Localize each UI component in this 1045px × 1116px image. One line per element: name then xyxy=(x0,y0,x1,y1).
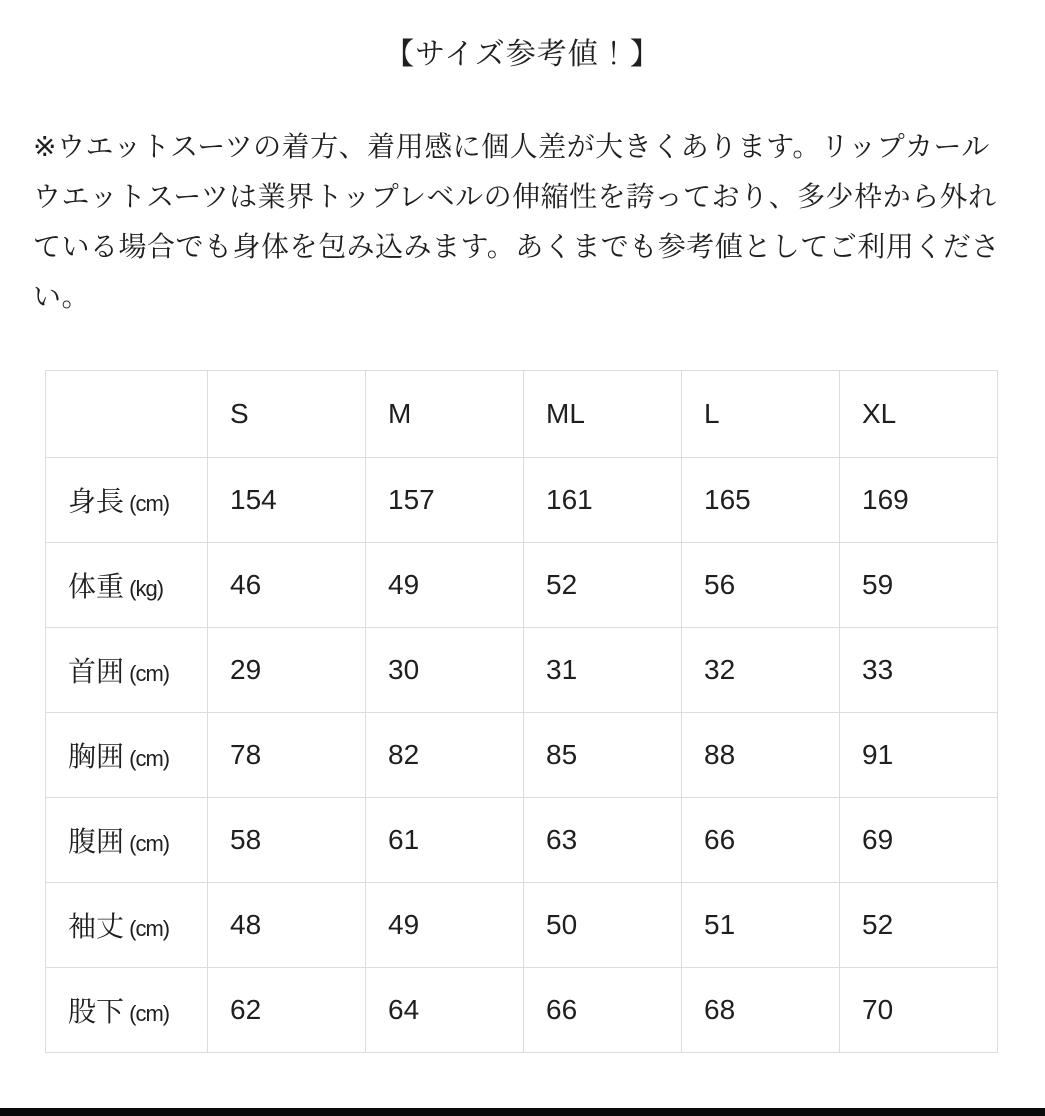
row-label xyxy=(46,798,208,883)
page-title: 【サイズ参考値！】 xyxy=(384,38,661,71)
row-unit: (cm) xyxy=(124,491,170,516)
row-unit: (cm) xyxy=(124,916,170,941)
cell-value: 66 xyxy=(524,968,682,1053)
table-row xyxy=(46,628,998,713)
table-row xyxy=(46,798,998,883)
table-row xyxy=(46,883,998,968)
bottom-bar xyxy=(0,1108,1045,1116)
table-row xyxy=(46,713,998,798)
cell-value: 30 xyxy=(366,628,524,713)
row-label xyxy=(46,968,208,1053)
row-label xyxy=(46,883,208,968)
col-header-l: L xyxy=(682,371,840,458)
cell-value: 64 xyxy=(366,968,524,1053)
cell-value: 154 xyxy=(208,458,366,543)
cell-value: 69 xyxy=(840,798,998,883)
size-table-header-row xyxy=(46,371,998,458)
row-unit: (cm) xyxy=(124,1001,170,1026)
col-header-xl: XL xyxy=(840,371,998,458)
cell-value: 82 xyxy=(366,713,524,798)
size-note: ※ウエットスーツの着方、着用感に個人差が大きくあります。リップカールウエットスーツは業界トップレベルの伸縮性を誇っており、多少枠から外れている場合でも身体を包み込みます。あくまでも参考値としてご利用ください。 xyxy=(33,131,1000,312)
table-row xyxy=(46,458,998,543)
col-header-ml: ML xyxy=(524,371,682,458)
row-label-text: 袖丈 xyxy=(68,911,125,942)
size-table xyxy=(45,370,998,1053)
cell-value: 91 xyxy=(840,713,998,798)
cell-value: 169 xyxy=(840,458,998,543)
row-label xyxy=(46,543,208,628)
row-unit: (kg) xyxy=(124,576,164,601)
cell-value: 85 xyxy=(524,713,682,798)
cell-value: 52 xyxy=(840,883,998,968)
cell-value: 161 xyxy=(524,458,682,543)
cell-value: 58 xyxy=(208,798,366,883)
cell-value: 68 xyxy=(682,968,840,1053)
table-row xyxy=(46,968,998,1053)
cell-value: 78 xyxy=(208,713,366,798)
row-label-text: 身長 xyxy=(68,486,125,517)
cell-value: 49 xyxy=(366,883,524,968)
row-label-text: 体重 xyxy=(68,571,125,602)
row-unit: (cm) xyxy=(124,661,170,686)
row-label-text: 首囲 xyxy=(68,656,125,687)
cell-value: 29 xyxy=(208,628,366,713)
col-header-m: M xyxy=(366,371,524,458)
size-table-body xyxy=(46,458,998,1053)
cell-value: 63 xyxy=(524,798,682,883)
cell-value: 59 xyxy=(840,543,998,628)
cell-value: 46 xyxy=(208,543,366,628)
row-label-text: 股下 xyxy=(68,996,125,1027)
cell-value: 165 xyxy=(682,458,840,543)
cell-value: 33 xyxy=(840,628,998,713)
corner-cell xyxy=(46,371,208,458)
cell-value: 51 xyxy=(682,883,840,968)
row-label-text: 胸囲 xyxy=(68,741,125,772)
cell-value: 66 xyxy=(682,798,840,883)
cell-value: 52 xyxy=(524,543,682,628)
cell-value: 50 xyxy=(524,883,682,968)
cell-value: 48 xyxy=(208,883,366,968)
cell-value: 62 xyxy=(208,968,366,1053)
col-header-s: S xyxy=(208,371,366,458)
cell-value: 49 xyxy=(366,543,524,628)
row-label xyxy=(46,458,208,543)
cell-value: 61 xyxy=(366,798,524,883)
cell-value: 88 xyxy=(682,713,840,798)
cell-value: 56 xyxy=(682,543,840,628)
cell-value: 70 xyxy=(840,968,998,1053)
cell-value: 32 xyxy=(682,628,840,713)
cell-value: 31 xyxy=(524,628,682,713)
table-row xyxy=(46,543,998,628)
row-unit: (cm) xyxy=(124,831,170,856)
row-label xyxy=(46,713,208,798)
cell-value: 157 xyxy=(366,458,524,543)
row-label xyxy=(46,628,208,713)
row-unit: (cm) xyxy=(124,746,170,771)
row-label-text: 腹囲 xyxy=(68,826,125,857)
